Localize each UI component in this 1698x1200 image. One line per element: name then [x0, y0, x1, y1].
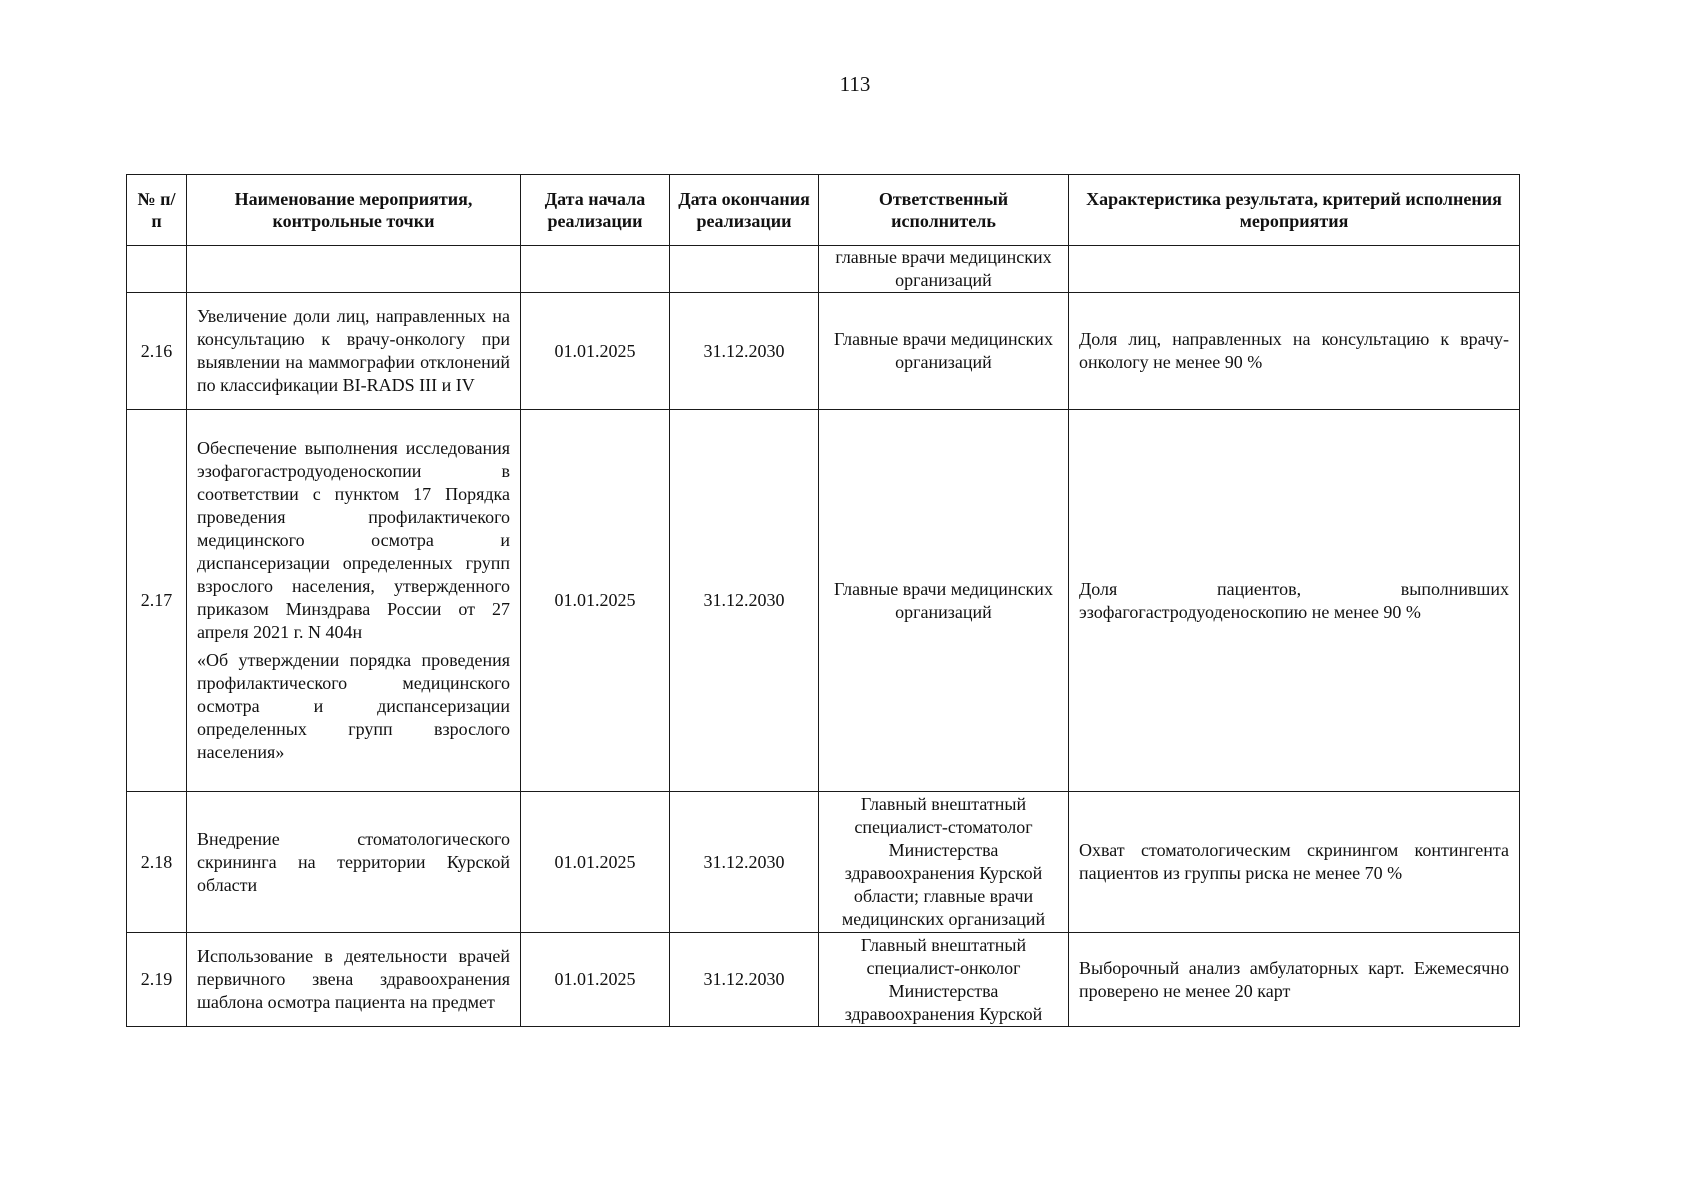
cell-num: 2.19	[127, 933, 187, 1027]
cell-executor: Главные врачи медицинских организаций	[819, 293, 1069, 410]
cell-empty	[670, 246, 819, 293]
header-executor: Ответственный исполнитель	[819, 175, 1069, 246]
cell-empty	[127, 246, 187, 293]
cell-name-text: Обеспечение выполнения исследования эзофагогастродуоденоскопии в соответствии с пунктом 17 Порядка проведения профилактичекого медицинского осмотра и диспансеризации определенных групп взрослого населения, утвержденного приказом Минздрава России от 27 апреля 2021 г. N 404н	[197, 438, 510, 642]
cell-end-date: 31.12.2030	[670, 933, 819, 1027]
cell-start-date: 01.01.2025	[521, 410, 670, 792]
cell-num: 2.16	[127, 293, 187, 410]
page-number: 113	[839, 72, 871, 96]
cell-name: Внедрение стоматологического скрининга на территории Курской области	[187, 792, 521, 933]
cell-result: Выборочный анализ амбулаторных карт. Ежемесячно проверено не менее 20 карт	[1069, 933, 1520, 1027]
cell-result: Охват стоматологическим скринингом контингента пациентов из группы риска не менее 70 %	[1069, 792, 1520, 933]
cell-executor: Главные врачи медицинских организаций	[819, 410, 1069, 792]
cell-start-date: 01.01.2025	[521, 293, 670, 410]
cell-end-date: 31.12.2030	[670, 792, 819, 933]
table-row	[127, 933, 1520, 1027]
cell-name-extra: «Об утверждении порядка проведения профилактического медицинского осмотра и диспансеризации определенных групп взрослого населения»	[197, 650, 510, 762]
cell-executor: Главный внештатный специалист-стоматолог Министерства здравоохранения Курской области; главные врачи медицинских организаций	[819, 792, 1069, 933]
cell-empty	[187, 246, 521, 293]
cell-start-date: 01.01.2025	[521, 792, 670, 933]
cell-executor: главные врачи медицинских организаций	[819, 246, 1069, 293]
cell-end-date: 31.12.2030	[670, 293, 819, 410]
table-row	[127, 410, 1520, 792]
activities-table	[126, 174, 1520, 1027]
header-num: № п/п	[127, 175, 187, 246]
table-row-continuation	[127, 246, 1520, 293]
table-row	[127, 293, 1520, 410]
cell-name	[187, 410, 521, 792]
cell-result: Доля лиц, направленных на консультацию к врачу-онкологу не менее 90 %	[1069, 293, 1520, 410]
cell-result: Доля пациентов, выполнивших эзофагогастродуоденоскопию не менее 90 %	[1069, 410, 1520, 792]
cell-name: Использование в деятельности врачей первичного звена здравоохранения шаблона осмотра пациента на предмет	[187, 933, 521, 1027]
header-start-date: Дата начала реализации	[521, 175, 670, 246]
cell-empty	[1069, 246, 1520, 293]
table-row	[127, 792, 1520, 933]
cell-empty	[521, 246, 670, 293]
cell-num: 2.18	[127, 792, 187, 933]
table-header-row	[127, 175, 1520, 246]
header-name: Наименование мероприятия, контрольные точки	[187, 175, 521, 246]
cell-start-date: 01.01.2025	[521, 933, 670, 1027]
cell-end-date: 31.12.2030	[670, 410, 819, 792]
header-end-date: Дата окончания реализации	[670, 175, 819, 246]
cell-name: Увеличение доли лиц, направленных на консультацию к врачу-онкологу при выявлении на маммографии отклонений по классификации BI-RADS III и IV	[187, 293, 521, 410]
header-result: Характеристика результата, критерий исполнения мероприятия	[1069, 175, 1520, 246]
cell-executor: Главный внештатный специалист-онколог Министерства здравоохранения Курской	[819, 933, 1069, 1027]
cell-num: 2.17	[127, 410, 187, 792]
